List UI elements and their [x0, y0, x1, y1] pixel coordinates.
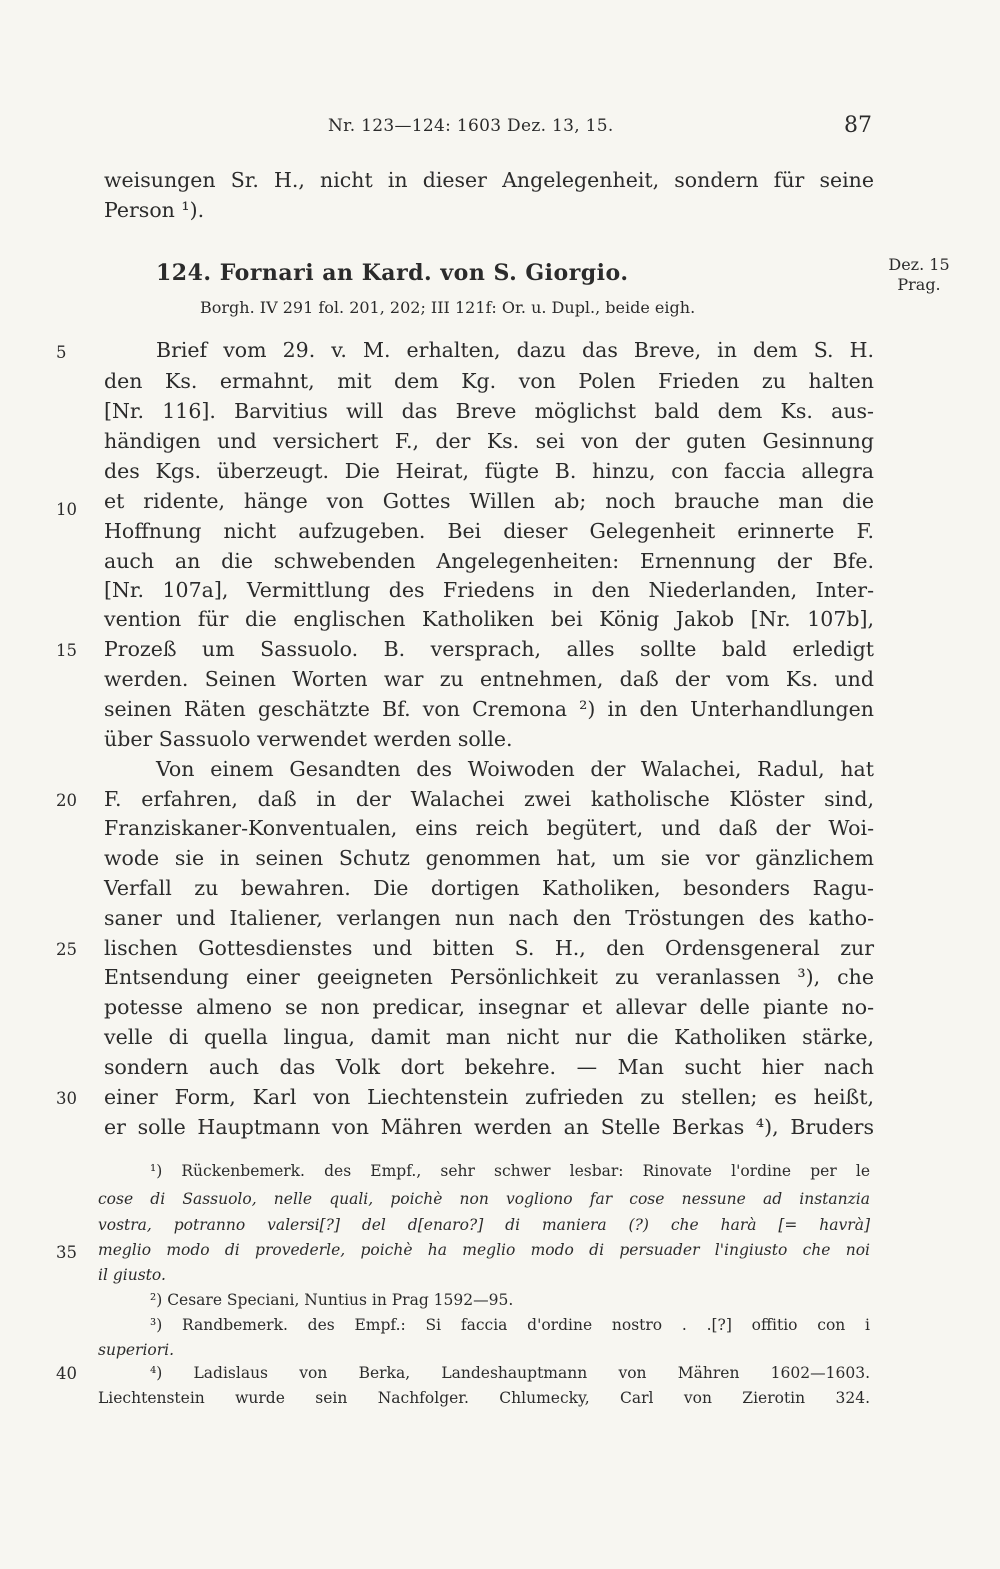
footnote-line: Liechtenstein wurde sein Nachfolger. Chlumecky, Carl von Zierotin 324. [98, 1389, 870, 1407]
footnote-line: ³) Randbemerk. des Empf.: Si faccia d'ordine nostro . .[?] offitio con i [150, 1316, 870, 1334]
text-line: potesse almeno se non predicar, insegnar et allevar delle piante no- [104, 995, 874, 1019]
footnote-line: vostra, potranno valersi[?] del d[enaro?] di maniera (?) che harà [= havrà] [98, 1216, 870, 1234]
text-line: Hoffnung nicht aufzugeben. Bei dieser Gelegenheit erinnerte F. [104, 519, 874, 543]
line-number: 10 [56, 500, 77, 519]
margin-date: Dez. 15 [888, 255, 950, 274]
text-line: händigen und versichert F., der Ks. sei von der guten Gesinnung [104, 429, 874, 453]
text-line: lischen Gottesdienstes und bitten S. H., den Ordensgeneral zur [104, 936, 874, 960]
footnote-line: ²) Cesare Speciani, Nuntius in Prag 1592—95. [150, 1291, 514, 1309]
text-line: saner und Italiener, verlangen nun nach den Tröstungen des katho- [104, 906, 874, 930]
text-line: weisungen Sr. H., nicht in dieser Angelegenheit, sondern für seine [104, 168, 874, 192]
line-number: 40 [56, 1364, 77, 1383]
line-number: 15 [56, 641, 77, 660]
text-line: werden. Seinen Worten war zu entnehmen, daß der vom Ks. und [104, 667, 874, 691]
text-line: einer Form, Karl von Liechtenstein zufrieden zu stellen; es heißt, [104, 1085, 874, 1109]
text-line: den Ks. ermahnt, mit dem Kg. von Polen Frieden zu halten [104, 369, 874, 393]
text-line: [Nr. 116]. Barvitius will das Breve möglichst bald dem Ks. aus- [104, 399, 874, 423]
text-line: [Nr. 107a], Vermittlung des Friedens in den Niederlanden, Inter- [104, 578, 874, 602]
text-line: Verfall zu bewahren. Die dortigen Katholiken, besonders Ragu- [104, 876, 874, 900]
line-number: 20 [56, 791, 77, 810]
text-line: er solle Hauptmann von Mähren werden an Stelle Berkas ⁴), Bruders [104, 1115, 874, 1139]
footnote-line: meglio modo di provederle, poichè ha meglio modo di persuader l'ingiusto che noi [98, 1241, 870, 1259]
margin-place: Prag. [897, 275, 941, 294]
text-line: über Sassuolo verwendet werden solle. [104, 727, 513, 751]
text-line: des Kgs. überzeugt. Die Heirat, fügte B. hinzu, con faccia allegra [104, 459, 874, 483]
text-line: auch an die schwebenden Angelegenheiten: Ernennung der Bfe. [104, 549, 874, 573]
line-number: 35 [56, 1243, 77, 1262]
line-number: 5 [56, 343, 67, 362]
text-line: F. erfahren, daß in der Walachei zwei katholische Klöster sind, [104, 787, 874, 811]
text-line: Franziskaner-Konventualen, eins reich begütert, und daß der Woi- [104, 816, 874, 840]
footnote-line: cose di Sassuolo, nelle quali, poichè non vogliono far cose nessune ad instanzia [98, 1190, 870, 1208]
text-line: velle di quella lingua, damit man nicht nur die Katholiken stärke, [104, 1025, 874, 1049]
source-reference: Borgh. IV 291 fol. 201, 202; III 121f: Or. u. Dupl., beide eigh. [200, 298, 696, 317]
running-header: Nr. 123—124: 1603 Dez. 13, 15. [328, 116, 614, 136]
text-line: Person ¹). [104, 198, 205, 222]
text-line: vention für die englischen Katholiken bei König Jakob [Nr. 107b], [104, 607, 874, 631]
text-line: sondern auch das Volk dort bekehre. — Man sucht hier nach [104, 1055, 874, 1079]
page-number: 87 [844, 113, 872, 138]
footnote-line: superiori. [98, 1341, 175, 1359]
footnote-line: il giusto. [98, 1266, 166, 1284]
document-title: 124. Fornari an Kard. von S. Giorgio. [156, 260, 629, 286]
footnote-line: ⁴) Ladislaus von Berka, Landeshauptmann von Mähren 1602—1603. [150, 1364, 870, 1382]
line-number: 25 [56, 940, 77, 959]
footnote-line: ¹) Rückenbemerk. des Empf., sehr schwer lesbar: Rinovate l'ordine per le [150, 1162, 870, 1180]
text-line: seinen Räten geschätzte Bf. von Cremona ²) in den Unterhandlungen [104, 697, 874, 721]
text-line: wode sie in seinen Schutz genommen hat, um sie vor gänzlichem [104, 846, 874, 870]
text-line: Prozeß um Sassuolo. B. versprach, alles sollte bald erledigt [104, 637, 874, 661]
text-line: et ridente, hänge von Gottes Willen ab; noch brauche man die [104, 489, 874, 513]
text-line: Von einem Gesandten des Woiwoden der Walachei, Radul, hat [156, 757, 874, 781]
text-line: Entsendung einer geeigneten Persönlichkeit zu veranlassen ³), che [104, 965, 874, 989]
text-line: Brief vom 29. v. M. erhalten, dazu das Breve, in dem S. H. [156, 338, 874, 362]
line-number: 30 [56, 1089, 77, 1108]
